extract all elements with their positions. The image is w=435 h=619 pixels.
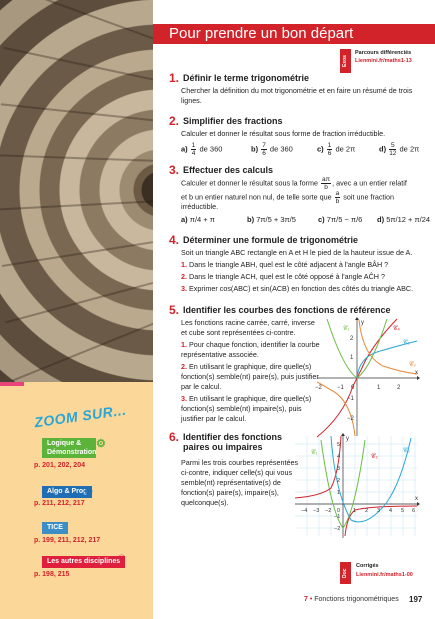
section-5-q2: 2. En utilisant le graphique, dire quelle(s) fonction(s) semble(nt) paire(s), puis justifier par le calcul.	[181, 362, 319, 391]
parcours-link[interactable]: Lienmini.fr/maths1-13	[355, 58, 412, 64]
section-3-item-b: b) 7π/5 + 3π/5	[247, 215, 296, 224]
section-6-title: Identifier des fonctions paires ou impaires	[183, 432, 283, 452]
x-tick-0: 0	[351, 385, 355, 391]
y-axis-label: y	[361, 320, 364, 326]
x-tick-m1: −1	[337, 385, 344, 391]
section-2-item-a: a) $\frac{1}{4}$ de 360	[181, 142, 223, 157]
curve-label-1: 𝒞₁	[343, 326, 350, 332]
section-3-number: 3.	[169, 163, 180, 177]
section-3-line-2: et b un entier naturel non nul, de telle sorte que $\frac{a}{b}$ soit une fraction	[181, 190, 395, 205]
zoom-accent-bar	[0, 382, 24, 386]
x-tick-6: 6	[412, 508, 416, 514]
tag-disciplines[interactable]: Les autres disciplines	[42, 556, 125, 568]
section-4-q3: 3. Exprimer cos(ABC) et sin(ACB) en fonction des côtés du triangle ABC.	[181, 284, 414, 293]
y-axis-label: y	[346, 436, 349, 442]
section-3-title: Effectuer des calculs	[183, 165, 274, 175]
section-2-item-b: b) $\frac{7}{6}$ de 360	[251, 142, 293, 157]
corriges-label: Corrigés	[356, 563, 379, 569]
y-tick-1: 1	[337, 490, 341, 496]
section-4-text: Soit un triangle ABC rectangle en A et H le pied de la hauteur issue de A.	[181, 248, 413, 257]
x-tick-m3: −3	[313, 508, 320, 514]
zoom-sur-panel	[0, 382, 153, 619]
gear-icon: ⚙	[96, 438, 106, 450]
curve-label-c2: 𝒞₂	[371, 454, 378, 460]
x-tick-1: 1	[353, 508, 357, 514]
section-5-q3: 3. En utilisant le graphique, dire quelle(s) fonction(s) semble(nt) impaire(s), puis justifier par le calcul.	[181, 394, 312, 423]
page-number: 197	[409, 595, 423, 604]
y-tick-3: 3	[337, 466, 341, 472]
tag-logique[interactable]: Logique & Démonstration	[42, 438, 96, 458]
section-3-line-1: Calculer et donner le résultat sous la forme $\frac{a\pi}{b}$ , avec a un entier relatif	[181, 176, 407, 191]
staircase-photo	[0, 0, 153, 382]
origin-label: 0	[337, 508, 341, 514]
curve-inverse-neg	[317, 382, 355, 436]
section-1-title: Définir le terme trigonométrie	[183, 73, 310, 83]
x-tick-4: 4	[389, 508, 393, 514]
x-tick-2: 2	[397, 385, 401, 391]
section-5-text: Les fonctions racine carrée, carré, inverse et cube sont représentées ci-contre.	[181, 318, 315, 337]
tag-tice[interactable]: TICE	[42, 522, 68, 534]
y-tick-4: 4	[337, 454, 341, 460]
y-tick-m1: −1	[347, 396, 354, 402]
corriges-link[interactable]: Lienmini.fr/maths1-00	[356, 572, 413, 578]
y-tick-m2: −2	[334, 526, 341, 532]
section-4-number: 4.	[169, 233, 180, 247]
y-tick-2: 2	[350, 336, 354, 342]
tag-tice-pages[interactable]: p. 199, 211, 212, 217	[34, 537, 101, 544]
section-4-title: Déterminer une formule de trigonométrie	[183, 235, 359, 245]
section-6-text: Parmi les trois courbes représentées ci-contre, indiquer celle(s) qui vous semble(nt) représentative(s) de fonction(s) paire(s), impaire(s), quelconque(s).	[181, 458, 299, 507]
y-tick-1: 1	[350, 355, 354, 361]
section-1-text: Chercher la définition du mot trigonométrie et en faire un résumé de trois lignes.	[181, 86, 413, 105]
section-5-q1: 1. Pour chaque fonction, identifier la courbe représentative associée.	[181, 340, 320, 359]
x-tick-1: 1	[377, 385, 381, 391]
x-tick-m4: −4	[301, 508, 308, 514]
curve-label-2: 𝒞₂	[403, 340, 410, 346]
tag-algo-pages[interactable]: p. 211, 212, 217	[34, 500, 85, 507]
curve-label-4: 𝒞₄	[393, 326, 400, 332]
section-4-q2: 2. Dans le triangle ACH, quel est le côté opposé à l'angle AĈH ?	[181, 272, 385, 281]
tag-disciplines-pages[interactable]: p. 198, 215	[34, 571, 70, 578]
x-tick-m2: −2	[325, 508, 332, 514]
exos-badge: Exos	[340, 49, 351, 73]
people-icon: ☺	[116, 552, 128, 564]
x-tick-5: 5	[401, 508, 405, 514]
x-tick-3: 3	[377, 508, 381, 514]
doc-badge: Doc	[340, 562, 351, 584]
section-2-item-d: d) $\frac{5}{12}$ de 2π	[379, 142, 420, 157]
x-tick-2: 2	[365, 508, 369, 514]
code-icon: ◈	[84, 485, 93, 497]
curve-label-c3: 𝒞₃	[403, 448, 410, 454]
section-5-number: 5.	[169, 303, 180, 317]
y-tick-m1: −1	[334, 514, 341, 520]
tag-algo[interactable]: Algo & Prog	[42, 486, 92, 498]
section-3-item-c: c) 7π/5 − π/6	[318, 215, 363, 224]
page-title: Pour prendre un bon départ	[169, 25, 354, 42]
section-6-graph	[291, 432, 421, 540]
page-header	[153, 24, 435, 44]
section-1-number: 1.	[169, 71, 180, 85]
x-axis-label: x	[415, 496, 418, 502]
section-3-line-3: irréductible.	[181, 202, 219, 211]
footer-chapter: 7 • Fonctions trigonométriques	[304, 596, 399, 603]
main-content	[153, 0, 435, 619]
parcours-label: Parcours différenciés	[355, 50, 412, 56]
section-2-number: 2.	[169, 114, 180, 128]
section-5-title: Identifier les courbes des fonctions de référence	[183, 305, 391, 315]
curve-label-3: 𝒞₃	[409, 362, 416, 368]
section-3-item-d: d) 5π/12 + π/24	[377, 215, 431, 224]
section-4-q1: 1. Dans le triangle ABH, quel est le côté adjacent à l'angle BÂH ?	[181, 260, 389, 269]
tag-logique-pages[interactable]: p. 201, 202, 204	[34, 462, 85, 469]
section-2-text: Calculer et donner le résultat sous forme de fraction irréductible.	[181, 129, 386, 138]
section-2-item-c: c) $\frac{1}{6}$ de 2π	[317, 142, 356, 157]
section-6-number: 6.	[169, 430, 180, 444]
section-2-title: Simplifier des fractions	[183, 116, 283, 126]
zoom-title: ZOOM SUR...	[33, 401, 128, 431]
x-axis-label: x	[415, 370, 418, 376]
curve-label-c1: 𝒞₁	[311, 450, 318, 456]
x-tick-m2: −2	[315, 385, 322, 391]
section-5-graph	[313, 316, 421, 440]
y-tick-5: 5	[337, 442, 341, 448]
y-tick-2: 2	[337, 478, 341, 484]
y-tick-m2: −2	[347, 416, 354, 422]
section-3-item-a: a) π/4 + π	[181, 215, 215, 224]
